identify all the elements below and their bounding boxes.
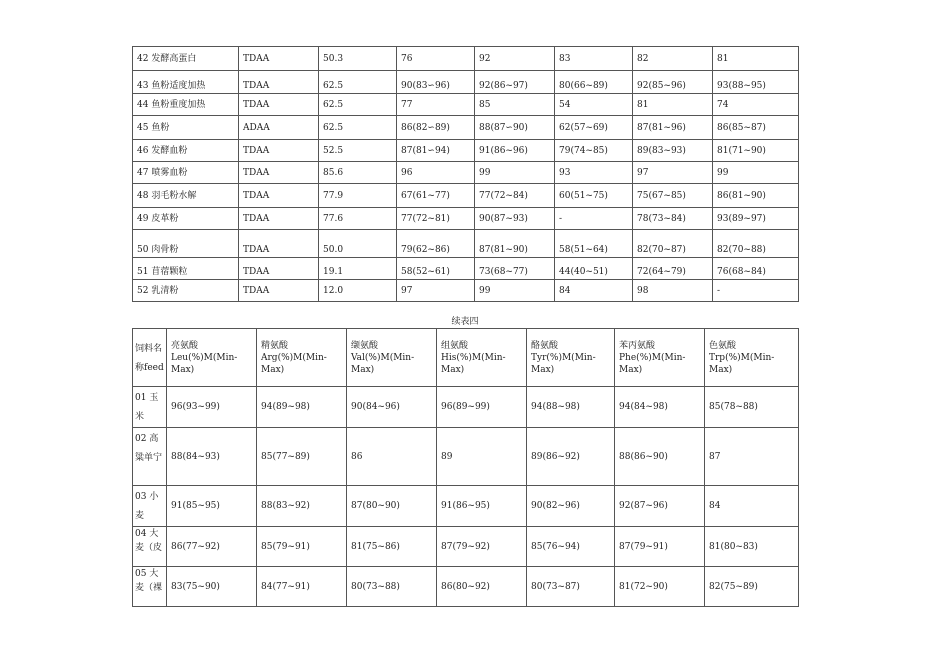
feed-name: 45 鱼粉 (133, 116, 239, 140)
value-tyr: 89(86~92) (527, 428, 615, 486)
value: 58(52~61) (397, 258, 475, 280)
feed-name: 03 小麦 (133, 486, 167, 527)
value: 77(72~84) (475, 184, 555, 208)
value-phe: 92(87~96) (615, 486, 705, 527)
value-trp: 82(75~89) (705, 567, 799, 607)
value: 79(74~85) (555, 140, 633, 162)
basis: TDAA (239, 162, 319, 184)
table-row (133, 116, 799, 140)
value: 92(86~97) (475, 71, 555, 94)
value: 97 (397, 280, 475, 302)
value: 93 (555, 162, 633, 184)
basis: TDAA (239, 258, 319, 280)
value-his: 91(86~95) (437, 486, 527, 527)
value-phe: 88(86~90) (615, 428, 705, 486)
value: 60(51~75) (555, 184, 633, 208)
feed-name: 52 乳清粉 (133, 280, 239, 302)
value: 90(87~93) (475, 208, 555, 230)
crude-protein: 77.9 (319, 184, 397, 208)
feed-name-header: 饲料名称feed (133, 329, 167, 387)
feed-name: 50 肉骨粉 (133, 230, 239, 258)
value: - (713, 280, 799, 302)
feed-name: 51 苜蓿颗粒 (133, 258, 239, 280)
value-trp: 87 (705, 428, 799, 486)
amino-acid-table-cont4 (132, 328, 799, 607)
value: 90(83∽96) (397, 71, 475, 94)
value-arg: 85(79~91) (257, 527, 347, 567)
feed-name: 47 喷雾血粉 (133, 162, 239, 184)
crude-protein: 62.5 (319, 94, 397, 116)
basis: TDAA (239, 184, 319, 208)
value: 85 (475, 94, 555, 116)
value: 73(68~77) (475, 258, 555, 280)
value: 96 (397, 162, 475, 184)
basis: TDAA (239, 280, 319, 302)
table-row (133, 428, 799, 486)
table-row (133, 94, 799, 116)
table-row (133, 486, 799, 527)
value: 93(89~97) (713, 208, 799, 230)
value-arg: 94(89~98) (257, 387, 347, 428)
value: 86(82∽89) (397, 116, 475, 140)
table-row (133, 208, 799, 230)
basis: TDAA (239, 94, 319, 116)
value-tyr: 94(88~98) (527, 387, 615, 428)
value-his: 86(80~92) (437, 567, 527, 607)
value: 89(83~93) (633, 140, 713, 162)
crude-protein: 62.5 (319, 116, 397, 140)
value-arg: 84(77~91) (257, 567, 347, 607)
value-tyr: 90(82~96) (527, 486, 615, 527)
value-tyr: 85(76~94) (527, 527, 615, 567)
value: 75(67~85) (633, 184, 713, 208)
value: 82(70~88) (713, 230, 799, 258)
table-row (133, 184, 799, 208)
crude-protein: 50.0 (319, 230, 397, 258)
column-header-phe: 苯丙氨酸 Phe(%)M(Min-Max) (615, 329, 705, 387)
value: 79(62~86) (397, 230, 475, 258)
value-val: 90(84~96) (347, 387, 437, 428)
column-header-tyr: 酪氨酸 Tyr(%)M(Min-Max) (527, 329, 615, 387)
value-val: 80(73~88) (347, 567, 437, 607)
value: 44(40~51) (555, 258, 633, 280)
value-val: 86 (347, 428, 437, 486)
feed-name: 48 羽毛粉水解 (133, 184, 239, 208)
value-trp: 81(80~83) (705, 527, 799, 567)
value: 80(66~89) (555, 71, 633, 94)
crude-protein: 12.0 (319, 280, 397, 302)
basis: TDAA (239, 47, 319, 71)
feed-name: 02 高粱单宁 (133, 428, 167, 486)
value-phe: 81(72~90) (615, 567, 705, 607)
table-row (133, 71, 799, 94)
value: 92 (475, 47, 555, 71)
feed-name: 44 鱼粉重度加热 (133, 94, 239, 116)
value: 86(81~90) (713, 184, 799, 208)
value: 67(61~77) (397, 184, 475, 208)
value: 81 (633, 94, 713, 116)
basis: TDAA (239, 208, 319, 230)
basis: TDAA (239, 140, 319, 162)
value-leu: 96(93~99) (167, 387, 257, 428)
value-val: 87(80~90) (347, 486, 437, 527)
value-arg: 88(83~92) (257, 486, 347, 527)
value: 76 (397, 47, 475, 71)
value: 99 (475, 280, 555, 302)
column-header-val: 缬氨酸 Val(%)M(Min-Max) (347, 329, 437, 387)
value: 83 (555, 47, 633, 71)
value: 76(68~84) (713, 258, 799, 280)
value: 82(70~87) (633, 230, 713, 258)
value-tyr: 80(73~87) (527, 567, 615, 607)
feed-name: 42 发酵高蛋白 (133, 47, 239, 71)
value-phe: 87(79~91) (615, 527, 705, 567)
value-leu: 91(85~95) (167, 486, 257, 527)
value: 87(81~90) (475, 230, 555, 258)
crude-protein: 50.3 (319, 47, 397, 71)
value-leu: 83(75~90) (167, 567, 257, 607)
basis: TDAA (239, 230, 319, 258)
feed-name: 46 发酵血粉 (133, 140, 239, 162)
value: 98 (633, 280, 713, 302)
crude-protein: 77.6 (319, 208, 397, 230)
column-header-arg: 精氨酸 Arg(%)M(Min-Max) (257, 329, 347, 387)
crude-protein: 85.6 (319, 162, 397, 184)
value-arg: 85(77~89) (257, 428, 347, 486)
value: 99 (475, 162, 555, 184)
value: 99 (713, 162, 799, 184)
table-row (133, 162, 799, 184)
column-header-his: 组氨酸 His(%)M(Min-Max) (437, 329, 527, 387)
value: 87(81~96) (633, 116, 713, 140)
value-his: 89 (437, 428, 527, 486)
table-row (133, 527, 799, 567)
feed-name: 04 大麦（皮 (133, 527, 167, 567)
column-header-trp: 色氨酸 Trp(%)M(Min-Max) (705, 329, 799, 387)
feed-name: 01 玉米 (133, 387, 167, 428)
value: 91(86~96) (475, 140, 555, 162)
value-trp: 85(78~88) (705, 387, 799, 428)
crude-protein: 52.5 (319, 140, 397, 162)
value: 77 (397, 94, 475, 116)
value: 87(81∽94) (397, 140, 475, 162)
basis: TDAA (239, 71, 319, 94)
value: 74 (713, 94, 799, 116)
table-row (133, 567, 799, 607)
crude-protein: 19.1 (319, 258, 397, 280)
crude-protein: 62.5 (319, 71, 397, 94)
value: 88(87∽90) (475, 116, 555, 140)
table-row (133, 280, 799, 302)
value: 92(85~96) (633, 71, 713, 94)
value-his: 87(79~92) (437, 527, 527, 567)
value: 77(72~81) (397, 208, 475, 230)
value: 62(57~69) (555, 116, 633, 140)
table-row (133, 258, 799, 280)
value-phe: 94(84~98) (615, 387, 705, 428)
basis: ADAA (239, 116, 319, 140)
value-his: 96(89~99) (437, 387, 527, 428)
value-leu: 86(77~92) (167, 527, 257, 567)
column-header-leu: 亮氨酸 Leu(%)M(Min-Max) (167, 329, 257, 387)
value: 78(73~84) (633, 208, 713, 230)
header-row (133, 329, 799, 387)
value: 84 (555, 280, 633, 302)
value: 82 (633, 47, 713, 71)
value: 81(71~90) (713, 140, 799, 162)
value: 54 (555, 94, 633, 116)
table-row (133, 387, 799, 428)
value-leu: 88(84~93) (167, 428, 257, 486)
feed-name: 43 鱼粉适度加热 (133, 71, 239, 94)
value: 72(64~79) (633, 258, 713, 280)
amino-acid-table-continued (132, 46, 799, 302)
value: 93(88~95) (713, 71, 799, 94)
value: 86(85~87) (713, 116, 799, 140)
table-row (133, 47, 799, 71)
table-row (133, 230, 799, 258)
value: - (555, 208, 633, 230)
value: 97 (633, 162, 713, 184)
value-val: 81(75~86) (347, 527, 437, 567)
feed-name: 49 皮革粉 (133, 208, 239, 230)
feed-name: 05 大麦（裸 (133, 567, 167, 607)
value: 58(51~64) (555, 230, 633, 258)
table-caption: 续表四 (451, 317, 479, 327)
value: 81 (713, 47, 799, 71)
table-row (133, 140, 799, 162)
value-trp: 84 (705, 486, 799, 527)
